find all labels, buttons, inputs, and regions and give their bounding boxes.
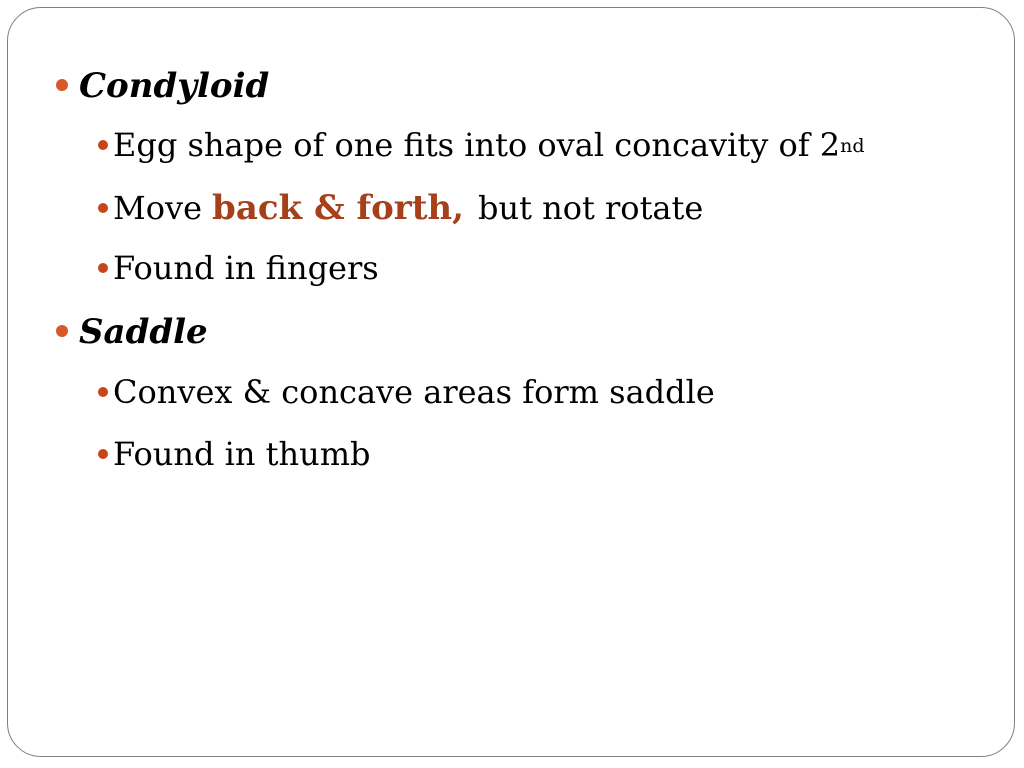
- bullet-item-condyloid: [56, 66, 269, 106]
- slide-content: [8, 8, 1014, 756]
- bullet-dot-icon: [98, 387, 108, 397]
- bullet-text-suffix: but not rotate: [477, 189, 704, 227]
- bullet-dot-icon: [98, 449, 108, 459]
- bullet-item-convex: [98, 373, 715, 411]
- bullet-item-fingers: [98, 249, 379, 287]
- bullet-text-prefix: Move: [113, 189, 203, 227]
- slide-frame: [7, 7, 1015, 757]
- bullet-text: Egg shape of one fits into oval concavity of 2: [113, 126, 841, 164]
- bullet-item-saddle: [56, 312, 208, 352]
- bullet-heading: Condyloid: [79, 66, 270, 106]
- bullet-dot-icon: [98, 203, 108, 213]
- bullet-text: Found in thumb: [113, 435, 371, 473]
- bullet-item-thumb: [98, 435, 371, 473]
- bullet-text: Found in fingers: [113, 249, 379, 287]
- bullet-text: Convex & concave areas form saddle: [113, 373, 715, 411]
- bullet-item-move: [98, 188, 703, 228]
- bullet-heading: Saddle: [79, 312, 208, 352]
- bullet-item-egg-shape: [98, 126, 865, 164]
- bullet-dot-icon: [56, 79, 68, 91]
- highlighted-text: back & forth,: [212, 188, 464, 228]
- bullet-dot-icon: [98, 140, 108, 150]
- superscript-text: nd: [840, 135, 865, 157]
- bullet-dot-icon: [98, 263, 108, 273]
- bullet-dot-icon: [56, 325, 68, 337]
